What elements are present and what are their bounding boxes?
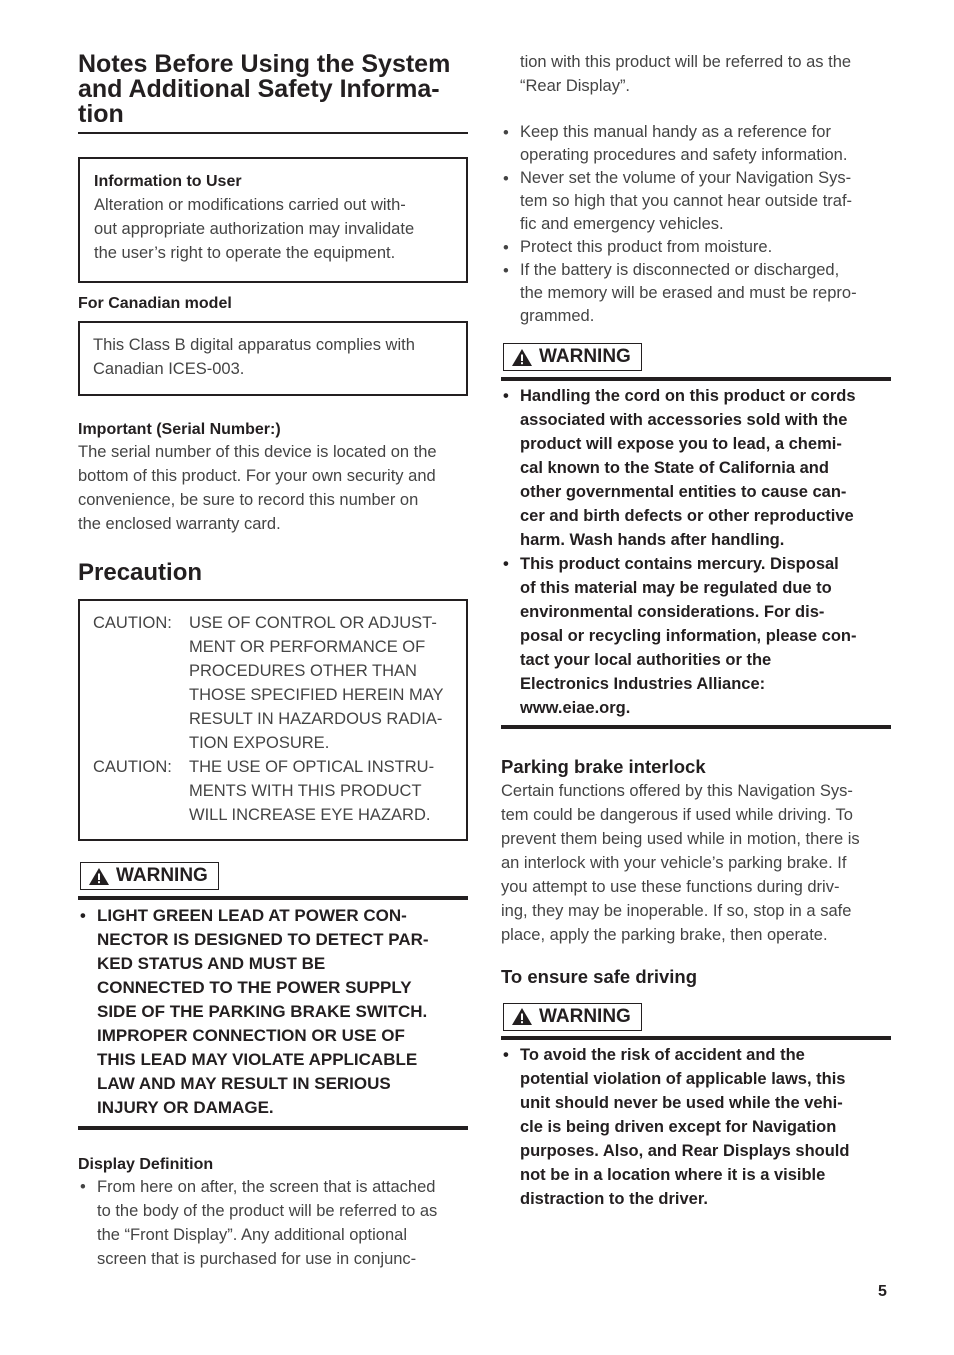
warning-line: purposes. Also, and Rear Displays should: [520, 1142, 850, 1160]
list-item: [501, 236, 891, 259]
parking-line: you attempt to use these functions during driv-: [501, 877, 840, 896]
warning-badge: [503, 343, 642, 371]
warning-label: WARNING: [539, 1005, 631, 1027]
precaution-title: Precaution: [78, 559, 203, 586]
serial-line: the enclosed warranty card.: [78, 515, 281, 533]
bullet-line: fic and emergency vehicles.: [520, 215, 724, 233]
bullet-line: tem so high that you cannot hear outside traf-: [520, 192, 853, 210]
bullet: •: [80, 906, 86, 925]
caution-line: PROCEDURES OTHER THAN: [189, 662, 417, 680]
bullet: •: [80, 1177, 86, 1196]
title-line: tion: [78, 100, 124, 128]
warning-line: Electronics Industries Alliance:: [520, 674, 766, 693]
list-item: [78, 1175, 468, 1271]
display-line: screen that is purchased for use in conjunc-: [97, 1249, 417, 1268]
caution-label: CAUTION:: [93, 614, 172, 632]
warning-item: [501, 1043, 891, 1211]
canadian-model-heading: For Canadian model: [78, 295, 232, 312]
page-number: 5: [878, 1283, 887, 1300]
caution-line: USE OF CONTROL OR ADJUST-: [189, 614, 437, 632]
display-continued: [501, 50, 891, 98]
right-column: [501, 50, 891, 1211]
bullet: •: [503, 554, 509, 573]
bullet: •: [503, 262, 509, 280]
parking-line: an interlock with your vehicle’s parking brake. If: [501, 853, 847, 872]
warning-line: not be in a location where it is a visible: [520, 1166, 826, 1184]
warning-line: cer and birth defects or other reproductive: [520, 506, 854, 525]
list-item: [501, 121, 891, 167]
warning-list: [501, 1043, 891, 1211]
warning-line: SIDE OF THE PARKING BRAKE SWITCH.: [97, 1001, 428, 1021]
bullet: •: [503, 239, 509, 257]
display-line: to the body of the product will be referred to as: [97, 1201, 438, 1220]
warning-line: associated with accessories sold with the: [520, 410, 848, 429]
warning-line: CONNECTED TO THE POWER SUPPLY: [97, 977, 412, 997]
warning-line: potential violation of applicable laws, this: [520, 1070, 846, 1088]
info-box-label: Information to User: [94, 173, 242, 190]
canadian-box: [78, 321, 468, 396]
info-box-line: out appropriate authorization may invalidate: [94, 220, 415, 238]
caution-entry: [93, 611, 453, 755]
warning-line: LIGHT GREEN LEAD AT POWER CON-: [97, 905, 407, 925]
list-item: [501, 167, 891, 236]
warning-line: harm. Wash hands after handling.: [520, 530, 785, 549]
left-column: [78, 50, 468, 1271]
warning-line: cal known to the State of California and: [520, 458, 829, 477]
warning-triangle-icon: [88, 867, 110, 886]
serial-line: bottom of this product. For your own security and: [78, 467, 436, 485]
bullet-line: Protect this product from moisture.: [520, 238, 773, 256]
warning-label: WARNING: [539, 346, 631, 367]
information-to-user-box: [78, 157, 468, 283]
warning-block-right-1: [501, 343, 891, 729]
warning-line: other governmental entities to cause can-: [520, 482, 847, 501]
display-definition-list: [78, 1175, 468, 1271]
warning-content: [78, 896, 468, 1130]
warning-line: Handling the cord on this product or cords: [520, 386, 856, 405]
warning-label: WARNING: [116, 865, 208, 886]
serial-number-heading: Important (Serial Number:): [78, 421, 281, 438]
caution-line: RESULT IN HAZARDOUS RADIA-: [189, 710, 443, 728]
caution-line: MENT OR PERFORMANCE OF: [189, 638, 426, 656]
info-box-line: the user’s right to operate the equipment.: [94, 244, 396, 262]
warning-line: KED STATUS AND MUST BE: [97, 953, 326, 973]
warning-line: To avoid the risk of accident and the: [520, 1046, 805, 1064]
warning-line: THIS LEAD MAY VIOLATE APPLICABLE: [97, 1049, 418, 1069]
canadian-box-line: Canadian ICES-003.: [93, 360, 245, 378]
caution-text: [189, 611, 453, 755]
parking-line: prevent them being used while in motion, there is: [501, 829, 860, 848]
warning-block-left: [78, 862, 468, 1130]
warning-badge: [80, 862, 219, 890]
warning-badge: [503, 1003, 642, 1031]
parking-brake-text: [501, 779, 891, 947]
warning-item: [501, 552, 891, 720]
bullet: •: [503, 386, 509, 405]
page-title: [78, 52, 468, 134]
warning-block-right-2: [501, 1003, 891, 1212]
info-bullet-list: [501, 121, 891, 328]
caution-box: [78, 599, 468, 841]
warning-line: www.eiae.org.: [520, 698, 631, 717]
info-box-line: Alteration or modifications carried out with-: [94, 196, 406, 214]
bullet: •: [503, 1046, 509, 1064]
safe-driving-heading: To ensure safe driving: [501, 965, 698, 987]
parking-line: Certain functions offered by this Navigation Sys-: [501, 781, 853, 800]
caution-entry: [93, 755, 453, 827]
warning-line: tact your local authorities or the: [520, 650, 772, 669]
serial-number-text: [78, 440, 468, 536]
continued-line: tion with this product will be referred to as the: [520, 53, 852, 71]
parking-line: tem could be dangerous if used while driving. To: [501, 805, 853, 824]
warning-line: INJURY OR DAMAGE.: [97, 1097, 274, 1117]
bullet-line: the memory will be erased and must be repro-: [520, 284, 857, 302]
display-definition-heading: Display Definition: [78, 1155, 214, 1173]
warning-line: posal or recycling information, please con-: [520, 626, 857, 645]
warning-content: [501, 1036, 891, 1211]
caution-line: THOSE SPECIFIED HEREIN MAY: [189, 686, 444, 704]
canadian-box-line: This Class B digital apparatus complies with: [93, 336, 415, 354]
bullet-line: Never set the volume of your Navigation Sys-: [520, 169, 852, 187]
warning-line: of this material may be regulated due to: [520, 578, 832, 597]
bullet-line: If the battery is disconnected or discharged,: [520, 261, 840, 279]
parking-line: place, apply the parking brake, then operate.: [501, 925, 828, 944]
warning-line: NECTOR IS DESIGNED TO DETECT PAR-: [97, 929, 429, 949]
bullet: •: [503, 170, 509, 188]
caution-line: MENTS WITH THIS PRODUCT: [189, 782, 422, 800]
title-line: and Additional Safety Informa-: [78, 75, 440, 103]
caution-line: WILL INCREASE EYE HAZARD.: [189, 806, 431, 824]
warning-triangle-icon: [511, 348, 533, 367]
bullet-line: Keep this manual handy as a reference for: [520, 123, 831, 141]
warning-line: IMPROPER CONNECTION OR USE OF: [97, 1025, 405, 1045]
warning-line: LAW AND MAY RESULT IN SERIOUS: [97, 1073, 391, 1093]
parking-brake-heading: Parking brake interlock: [501, 755, 706, 777]
warning-list: [78, 904, 468, 1120]
caution-text: [189, 755, 453, 827]
warning-list: [501, 384, 891, 720]
continued-line: “Rear Display”.: [520, 77, 631, 95]
serial-line: The serial number of this device is located on the: [78, 443, 437, 461]
caution-line: THE USE OF OPTICAL INSTRU-: [189, 758, 435, 776]
parking-line: ing, they may be inoperable. If so, stop in a safe: [501, 901, 852, 920]
warning-line: distraction to the driver.: [520, 1190, 708, 1208]
bullet-line: operating procedures and safety information.: [520, 146, 848, 164]
display-line: From here on after, the screen that is attached: [97, 1177, 436, 1196]
warning-line: environmental considerations. For dis-: [520, 602, 825, 621]
serial-line: convenience, be sure to record this number on: [78, 491, 419, 509]
bullet: •: [503, 124, 509, 142]
warning-line: unit should never be used while the vehi-: [520, 1094, 843, 1112]
list-item: [501, 259, 891, 328]
warning-line: This product contains mercury. Disposal: [520, 554, 839, 573]
warning-item: [78, 904, 468, 1120]
warning-content: [501, 377, 891, 729]
caution-label: CAUTION:: [93, 758, 172, 776]
bullet-line: grammed.: [520, 307, 595, 325]
warning-line: product will expose you to lead, a chemi-: [520, 434, 842, 453]
warning-triangle-icon: [511, 1007, 533, 1026]
display-line: the “Front Display”. Any additional optional: [97, 1225, 408, 1244]
warning-line: cle is being driven except for Navigation: [520, 1118, 837, 1136]
caution-line: TION EXPOSURE.: [189, 734, 330, 752]
title-line: Notes Before Using the System: [78, 50, 451, 78]
warning-item: [501, 384, 891, 552]
